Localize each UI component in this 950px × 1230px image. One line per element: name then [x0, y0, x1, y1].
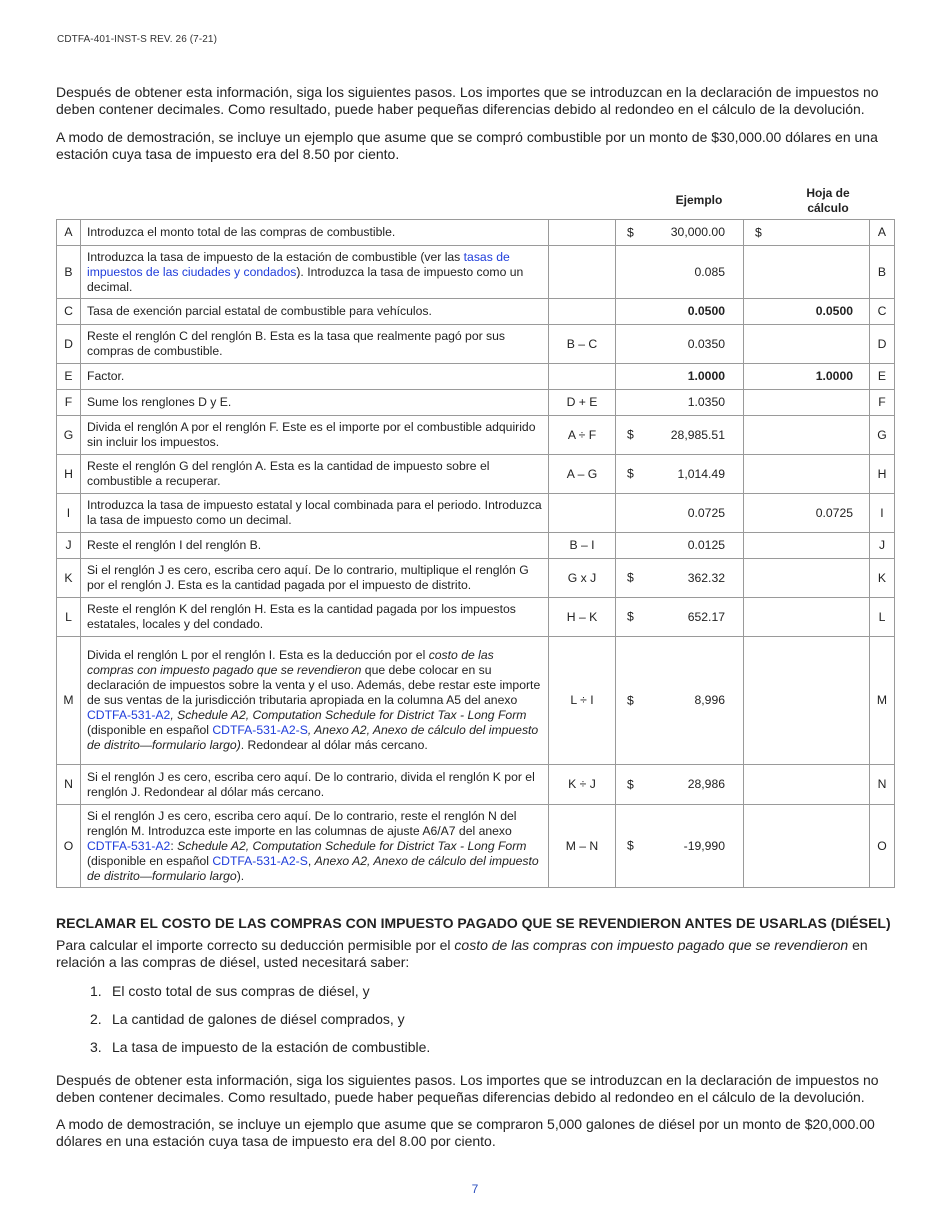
ejemplo-cell — [616, 220, 744, 246]
table-row — [57, 559, 895, 598]
row-letter-right: O — [870, 805, 895, 888]
list-text: El costo total de sus compras de diésel, y — [112, 983, 370, 999]
currency-symbol: $ — [627, 466, 634, 481]
table-row — [57, 299, 895, 325]
ejemplo-value: -19,990 — [683, 838, 725, 853]
ejemplo-cell — [616, 390, 744, 416]
hoja-cell[interactable] — [744, 805, 870, 888]
hoja-cell[interactable] — [744, 533, 870, 559]
section-heading-diesel: RECLAMAR EL COSTO DE LAS COMPRAS CON IMPUESTO PAGADO QUE SE REVENDIERON ANTES DE USARLAS (DIÉSEL) — [56, 915, 891, 931]
row-letter-right: G — [870, 416, 895, 455]
row-description: Si el renglón J es cero, escriba cero aquí. De lo contrario, divida el renglón K por el renglón J. Redondear al dólar más cercano. — [81, 765, 549, 805]
row-letter-right: B — [870, 246, 895, 299]
row-letter: I — [57, 494, 81, 533]
currency-symbol: $ — [627, 777, 634, 791]
row-description — [81, 805, 549, 888]
desc-text: , — [307, 853, 315, 868]
ejemplo-value: 8,996 — [694, 693, 725, 707]
row-letter: E — [57, 364, 81, 390]
row-operation — [549, 246, 616, 299]
desc-text: que debe colocar en su declaración de impuestos sobre la venta y el uso. Además, debe restar este importe de sus ventas de la jurisdicción tributaria apropiada en la columna A5 del anexo — [87, 663, 541, 707]
desc-text: : — [170, 838, 178, 853]
row-letter: B — [57, 246, 81, 299]
row-description: Si el renglón J es cero, escriba cero aquí. De lo contrario, multiplique el renglón G por el renglón J. Esta es la cantidad pagada por el impuesto de distrito. — [81, 559, 549, 598]
table-row — [57, 390, 895, 416]
list-number: 1. — [90, 983, 102, 999]
hoja-header-line2: cálculo — [807, 201, 849, 215]
ejemplo-value: 0.0125 — [687, 538, 725, 552]
currency-symbol: $ — [627, 570, 634, 585]
row-operation: H – K — [549, 598, 616, 637]
para-text: Para calcular el importe correcto su deducción permisible por el — [56, 937, 455, 953]
row-operation: L ÷ I — [549, 637, 616, 765]
row-letter: A — [57, 220, 81, 246]
list-item — [90, 983, 370, 999]
intro-paragraph-steps: Después de obtener esta información, siga los siguientes pasos. Los importes que se introduzcan en la declaración de impuestos no deben contener decimales. Como resultado, puede haber pequeñas diferencias debido al redondeo en el cálculo de la devolución. — [56, 84, 879, 117]
row-operation — [549, 364, 616, 390]
hoja-cell[interactable] — [744, 390, 870, 416]
row-letter: J — [57, 533, 81, 559]
table-row — [57, 246, 895, 299]
row-letter: C — [57, 299, 81, 325]
ejemplo-cell — [616, 533, 744, 559]
row-letter: L — [57, 598, 81, 637]
desc-italic: Schedule A2, Computation Schedule for District Tax - Long Form — [177, 838, 527, 853]
row-description: Reste el renglón I del renglón B. — [81, 533, 549, 559]
desc-italic: , Schedule A2, Computation Schedule for District Tax - Long Form — [170, 708, 527, 722]
desc-text: . Redondear al dólar más cercano. — [240, 738, 428, 752]
ejemplo-value: 0.085 — [694, 264, 725, 279]
desc-text: (disponible en español — [87, 853, 213, 868]
hoja-cell[interactable] — [744, 598, 870, 637]
ejemplo-value: 0.0500 — [687, 304, 725, 318]
intro-paragraph-example: A modo de demostración, se incluye un ejemplo que asume que se compró combustible por un monto de $30,000.00 dólares en una estación cuya tasa de impuesto era del 8.50 por ciento. — [56, 129, 878, 162]
form-cdtfa-531-a2-s-link[interactable]: CDTFA-531-A2-S — [212, 853, 308, 868]
row-operation: B – C — [549, 325, 616, 364]
row-letter-right: I — [870, 494, 895, 533]
table-row — [57, 364, 895, 390]
ejemplo-value: 0.0725 — [687, 505, 725, 520]
row-operation: D + E — [549, 390, 616, 416]
hoja-cell[interactable] — [744, 246, 870, 299]
ejemplo-cell — [616, 559, 744, 598]
hoja-header-line1: Hoja de — [806, 186, 850, 200]
form-cdtfa-531-a2-link[interactable]: CDTFA-531-A2 — [87, 708, 171, 722]
hoja-cell — [744, 494, 870, 533]
row-letter-right: C — [870, 299, 895, 325]
hoja-cell — [744, 299, 870, 325]
page-number: 7 — [471, 1182, 479, 1196]
ejemplo-cell — [616, 598, 744, 637]
hoja-cell[interactable] — [744, 455, 870, 494]
row-operation — [549, 494, 616, 533]
table-row — [57, 805, 895, 888]
row-letter-right: A — [870, 220, 895, 246]
row-letter-right: L — [870, 598, 895, 637]
table-row — [57, 325, 895, 364]
ejemplo-cell — [616, 637, 744, 765]
row-letter-right: H — [870, 455, 895, 494]
ejemplo-cell — [616, 765, 744, 805]
row-description: Tasa de exención parcial estatal de combustible para vehículos. — [81, 299, 549, 325]
currency-symbol: $ — [755, 225, 762, 239]
column-header-ejemplo: Ejemplo — [675, 193, 723, 207]
row-operation: M – N — [549, 805, 616, 888]
row-letter: G — [57, 416, 81, 455]
row-letter-right: D — [870, 325, 895, 364]
hoja-value: 0.0725 — [815, 505, 853, 520]
table-row — [57, 220, 895, 246]
para-text: en relación a las compras de diésel, usted necesitará saber: — [56, 937, 868, 970]
ejemplo-cell — [616, 364, 744, 390]
tax-rates-link[interactable]: tasas de impuestos de las ciudades y condados — [87, 249, 510, 279]
ejemplo-cell — [616, 246, 744, 299]
ejemplo-value: 1.0350 — [687, 395, 725, 409]
row-letter-right: J — [870, 533, 895, 559]
row-description: Introduzca el monto total de las compras de combustible. — [81, 220, 549, 246]
diesel-steps-paragraph: Después de obtener esta información, siga los siguientes pasos. Los importes que se introduzcan en la declaración de impuestos no deben contener decimales. Como resultado, puede haber pequeñas diferencias debido al redondeo en el cálculo de la devolución. — [56, 1072, 879, 1105]
row-operation: A ÷ F — [549, 416, 616, 455]
ejemplo-value: 0.0350 — [687, 336, 725, 351]
form-cdtfa-531-a2-link[interactable]: CDTFA-531-A2 — [87, 838, 171, 853]
currency-symbol: $ — [627, 427, 634, 442]
list-text: La cantidad de galones de diésel comprados, y — [112, 1011, 405, 1027]
row-letter-right: K — [870, 559, 895, 598]
row-description — [81, 246, 549, 299]
row-description: Factor. — [81, 364, 549, 390]
ejemplo-value: 652.17 — [687, 609, 725, 624]
row-letter: M — [57, 637, 81, 765]
hoja-cell[interactable] — [744, 220, 870, 246]
ejemplo-cell — [616, 299, 744, 325]
ejemplo-cell — [616, 455, 744, 494]
desc-text: (disponible en español — [87, 723, 213, 737]
desc-text: Divida el renglón L por el renglón I. Esta es la deducción por el — [87, 648, 429, 662]
desc-text: ). — [236, 868, 245, 883]
table-row — [57, 765, 895, 805]
row-description: Divida el renglón A por el renglón F. Este es el importe por el combustible adquirido sin incluir los impuestos. — [81, 416, 549, 455]
row-letter-right: E — [870, 364, 895, 390]
table-row — [57, 455, 895, 494]
currency-symbol: $ — [627, 693, 634, 707]
ejemplo-value: 28,986 — [687, 777, 725, 791]
table-row — [57, 598, 895, 637]
row-description: Reste el renglón K del renglón H. Esta es la cantidad pagada por los impuestos estatales, locales y del condado. — [81, 598, 549, 637]
para-italic: costo de las compras con impuesto pagado que se revendieron — [454, 937, 849, 953]
hoja-cell[interactable] — [744, 637, 870, 765]
desc-text: Si el renglón J es cero, escriba cero aquí. De lo contrario, reste el renglón N del renglón M. Introduzca este importe en las columnas de ajuste A6/A7 del anexo — [87, 808, 517, 838]
table-row — [57, 637, 895, 765]
row-letter: H — [57, 455, 81, 494]
table-row — [57, 533, 895, 559]
hoja-cell — [744, 364, 870, 390]
desc-italic: Anexo A2, Anexo de cálculo del impuesto de distrito—formulario largo — [87, 853, 539, 883]
row-operation: K ÷ J — [549, 765, 616, 805]
currency-symbol: $ — [627, 225, 634, 239]
ejemplo-value: 1,014.49 — [677, 466, 725, 481]
row-description: Reste el renglón G del renglón A. Esta es la cantidad de impuesto sobre el combustible a recuperar. — [81, 455, 549, 494]
table-row — [57, 416, 895, 455]
row-letter: O — [57, 805, 81, 888]
ejemplo-value: 28,985.51 — [670, 427, 725, 442]
diesel-intro-paragraph — [56, 937, 896, 971]
ejemplo-cell — [616, 494, 744, 533]
list-number: 3. — [90, 1039, 102, 1055]
row-letter: N — [57, 765, 81, 805]
row-description: Introduzca la tasa de impuesto estatal y local combinada para el periodo. Introduzca la tasa de impuesto como un decimal. — [81, 494, 549, 533]
row-letter-right: M — [870, 637, 895, 765]
desc-italic: , Anexo A2, Anexo de cálculo del impuesto de distrito—formulario largo) — [87, 723, 539, 752]
ejemplo-value: 30,000.00 — [670, 225, 725, 239]
hoja-cell[interactable] — [744, 325, 870, 364]
list-item — [90, 1011, 405, 1027]
row-description: Sume los renglones D y E. — [81, 390, 549, 416]
currency-symbol: $ — [627, 609, 634, 624]
hoja-cell[interactable] — [744, 416, 870, 455]
ejemplo-cell — [616, 416, 744, 455]
desc-italic: costo de las compras con impuesto pagado que se revendieron — [87, 648, 494, 677]
ejemplo-cell — [616, 805, 744, 888]
form-code: CDTFA-401-INST-S REV. 26 (7-21) — [57, 34, 218, 45]
worksheet-table — [56, 219, 895, 888]
hoja-value: 0.0500 — [815, 304, 853, 318]
row-letter-right: F — [870, 390, 895, 416]
desc-text: ). Introduzca la tasa de impuesto como un decimal. — [87, 264, 524, 294]
row-description — [81, 637, 549, 765]
column-header-hoja-de-calculo — [788, 186, 868, 216]
row-operation: A – G — [549, 455, 616, 494]
hoja-cell[interactable] — [744, 765, 870, 805]
desc-text: Introduzca la tasa de impuesto de la estación de combustible (ver las — [87, 249, 461, 264]
row-operation: G x J — [549, 559, 616, 598]
ejemplo-cell — [616, 325, 744, 364]
row-letter: D — [57, 325, 81, 364]
currency-symbol: $ — [627, 838, 634, 853]
hoja-cell[interactable] — [744, 559, 870, 598]
row-operation: B – I — [549, 533, 616, 559]
row-operation — [549, 220, 616, 246]
row-letter: F — [57, 390, 81, 416]
hoja-value: 1.0000 — [815, 369, 853, 383]
diesel-example-paragraph: A modo de demostración, se incluye un ejemplo que asume que se compraron 5,000 galones de diésel por un monto de $20,000.00 dólares en una estación cuya tasa de impuesto era del 8.00 por ciento. — [56, 1116, 875, 1149]
row-operation — [549, 299, 616, 325]
table-row — [57, 494, 895, 533]
ejemplo-value: 1.0000 — [687, 369, 725, 383]
list-number: 2. — [90, 1011, 102, 1027]
form-cdtfa-531-a2-s-link[interactable]: CDTFA-531-A2-S — [212, 723, 308, 737]
row-letter-right: N — [870, 765, 895, 805]
ejemplo-value: 362.32 — [687, 570, 725, 585]
list-text: La tasa de impuesto de la estación de combustible. — [112, 1039, 431, 1055]
row-description: Reste el renglón C del renglón B. Esta es la tasa que realmente pagó por sus compras de combustible. — [81, 325, 549, 364]
row-letter: K — [57, 559, 81, 598]
list-item — [90, 1039, 430, 1055]
